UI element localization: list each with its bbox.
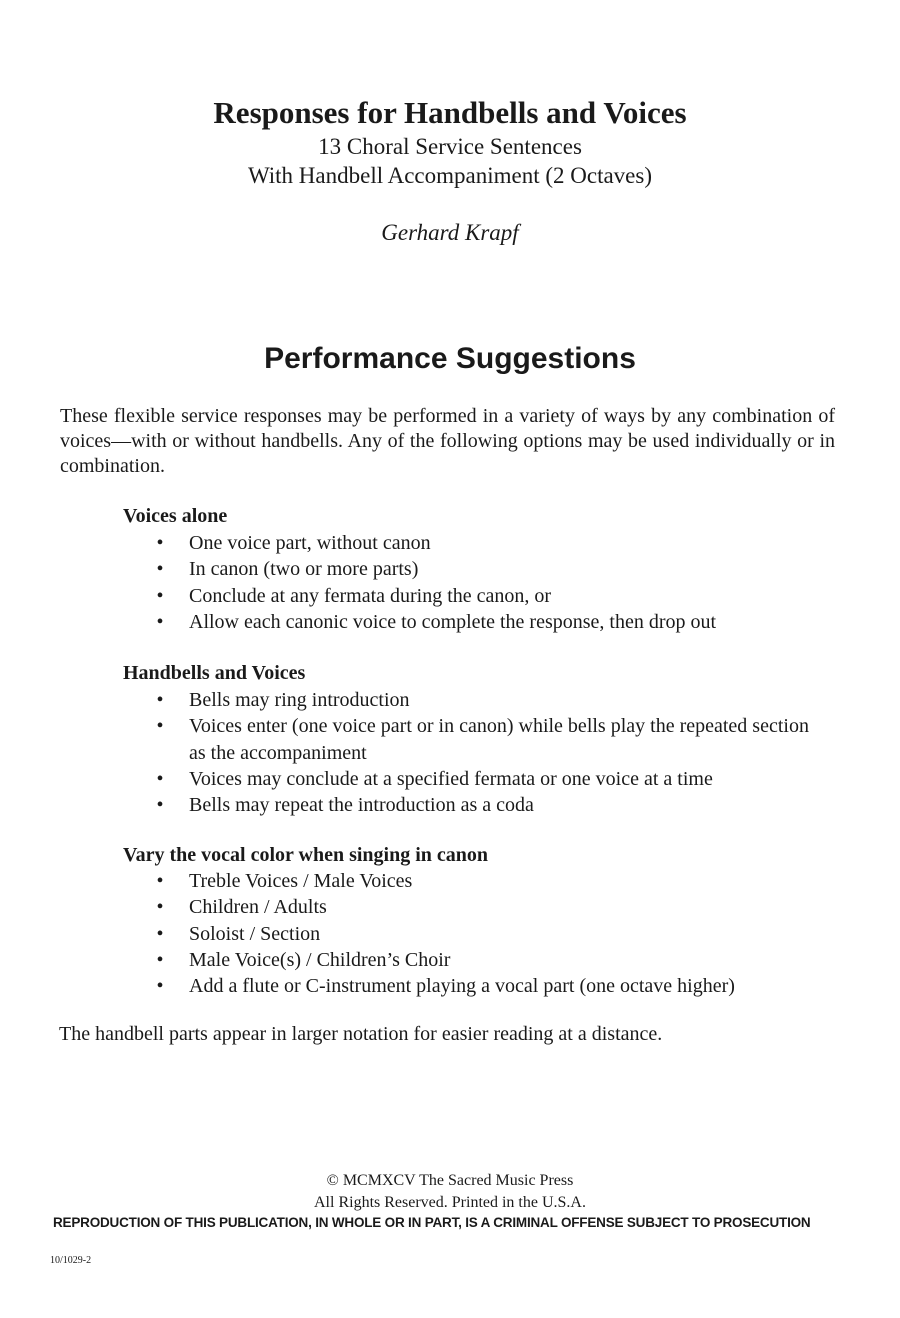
- section-list-voices-alone: [154, 530, 814, 635]
- bullet-icon: •: [156, 922, 164, 945]
- bullet-icon: •: [156, 767, 164, 790]
- bullet-icon: •: [156, 584, 164, 607]
- list-item: • Male Voice(s) / Children’s Choir: [154, 947, 814, 973]
- intro-paragraph: These flexible service responses may be performed in a variety of ways by any combination of voices—with or without handbells. Any of the following options may be used individually or in combination.: [60, 405, 835, 477]
- reproduction-warning: REPRODUCTION OF THIS PUBLICATION, IN WHOLE OR IN PART, IS A CRIMINAL OFFENSE SUBJECT TO PROSECUTION: [53, 1215, 811, 1230]
- bullet-icon: •: [156, 558, 164, 581]
- performance-heading: Performance Suggestions: [264, 342, 636, 375]
- section-heading-voices-alone: Voices alone: [123, 505, 228, 527]
- bullet-icon: •: [156, 794, 164, 817]
- bullet-icon: •: [156, 715, 164, 738]
- bullet-icon: •: [156, 610, 164, 633]
- bullet-icon: •: [156, 948, 164, 971]
- bullet-icon: •: [156, 870, 164, 892]
- list-item: • Soloist / Section: [154, 921, 814, 947]
- bullet-icon: •: [156, 532, 164, 554]
- section-list-vary-vocal-color: [154, 868, 814, 999]
- list-item: • Bells may ring introduction: [154, 687, 814, 713]
- copyright-line: © MCMXCV The Sacred Music Press: [326, 1172, 574, 1189]
- list-item: • Allow each canonic voice to complete the response, then drop out: [154, 609, 814, 635]
- rights-line: All Rights Reserved. Printed in the U.S.A.: [314, 1194, 586, 1211]
- bullet-icon: •: [156, 975, 164, 998]
- list-item: • In canon (two or more parts): [154, 556, 814, 582]
- author-name: Gerhard Krapf: [381, 220, 519, 245]
- list-item: • Bells may repeat the introduction as a coda: [154, 792, 814, 818]
- list-item: • Add a flute or C-instrument playing a vocal part (one octave higher): [154, 973, 814, 999]
- list-item: • Treble Voices / Male Voices: [154, 868, 814, 894]
- section-list-handbells-and-voices: [154, 687, 814, 818]
- closing-note: The handbell parts appear in larger notation for easier reading at a distance.: [59, 1023, 663, 1045]
- bullet-icon: •: [156, 689, 164, 711]
- catalog-number: 10/1029-2: [50, 1255, 92, 1266]
- list-item: • Children / Adults: [154, 894, 814, 920]
- document-title: Responses for Handbells and Voices: [213, 95, 687, 130]
- subtitle-line-1: 13 Choral Service Sentences: [318, 134, 582, 159]
- list-item: • Voices enter (one voice part or in canon) while bells play the repeated section as the accompaniment: [154, 713, 814, 766]
- list-item: • Voices may conclude at a specified fermata or one voice at a time: [154, 766, 814, 792]
- bullet-icon: •: [156, 896, 164, 919]
- section-heading-handbells-and-voices: Handbells and Voices: [123, 662, 306, 684]
- list-item: • Conclude at any fermata during the canon, or: [154, 583, 814, 609]
- subtitle-line-2: With Handbell Accompaniment (2 Octaves): [247, 163, 652, 188]
- section-heading-vary-vocal-color: Vary the vocal color when singing in canon: [123, 844, 489, 866]
- list-item: • One voice part, without canon: [154, 530, 814, 556]
